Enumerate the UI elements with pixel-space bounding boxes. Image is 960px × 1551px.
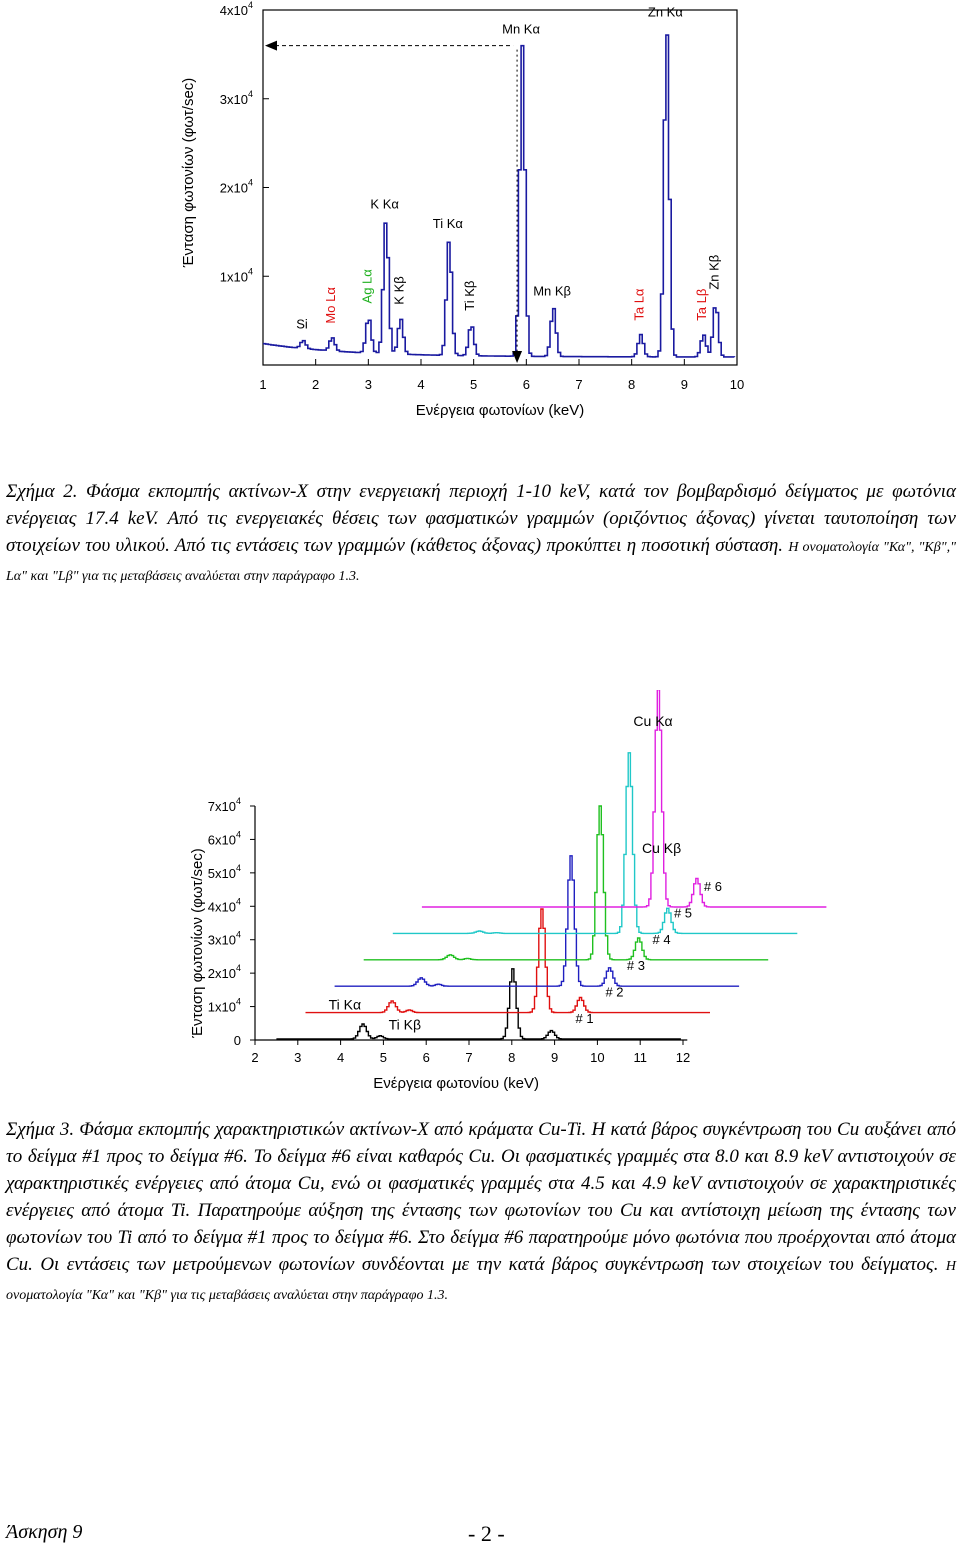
peak-label: K Kα [370, 196, 399, 212]
sample-label: # 1 [575, 1010, 594, 1026]
figure-3 [0, 690, 960, 1100]
peak-label: K Kβ [391, 276, 407, 305]
caption-note: Η ονοματολογία "Κα", "Κβ"," Lα" και "Lβ" για τις μεταβάσεις αναλύεται στην παράγραφο 1.3. [6, 540, 957, 584]
y-tick-label: $3x10^4$ [219, 88, 253, 107]
y-tick-label: $4x10^4$ [219, 0, 253, 18]
y-axis-label: Ένταση φωτονίων (φωτ/sec) [180, 77, 197, 268]
x-tick-label: 2 [312, 377, 320, 392]
sample-label: # 6 [703, 878, 722, 894]
peak-label: Ta Lα [631, 288, 647, 321]
arrow-head-down [512, 351, 522, 363]
x-tick-label: 10 [590, 1050, 605, 1065]
figure-3-caption [6, 1116, 956, 1309]
figure-2-caption [6, 478, 956, 590]
footer-exercise: Άσκηση 9 [6, 1521, 83, 1543]
x-tick-label: 1 [259, 377, 267, 392]
y-tick-label: $3x10^4$ [207, 929, 241, 948]
ti-ka-label: Ti Kα [328, 996, 362, 1013]
y-tick-label: $1x10^4$ [219, 266, 253, 285]
y-tick-label: $4x10^4$ [207, 896, 241, 915]
sample-label: # 2 [605, 984, 624, 1000]
y-tick-label: $6x10^4$ [207, 829, 241, 848]
figure-2 [0, 0, 960, 430]
x-tick-label: 7 [575, 377, 583, 392]
x-tick-label: 9 [550, 1050, 559, 1065]
sample-label: # 5 [673, 905, 693, 921]
x-tick-label: 5 [379, 1050, 388, 1065]
x-tick-label: 6 [522, 377, 530, 392]
x-axis-label: Ενέργεια φωτονίου (keV) [373, 1075, 540, 1092]
x-tick-label: 11 [633, 1050, 647, 1065]
caption-text: Φάσμα εκπομπής χαρακτηριστικών ακτίνων-Χ από κράματα Cu-Ti. Η κατά βάρος συγκέντρωση του Cu αυξάνει από το δείγμα #1 προς το δείγμα #6. Το δείγμα #6 είναι καθαρός Cu. Οι φασματικές γραμμές στα 8.0 και 8.9 keV αντιστοιχούν σε χαρακτηριστικές ενέργειες από άτομα Cu, ενώ οι φασματικές γραμμές στα 4.5 και 4.9 keV αντιστοιχούν σε χαρακτηριστικές ενέργειες από άτομα Ti. Παρατηρούμε αύξηση της έντασης των φωτονίων του Cu και αντίστοιχη μείωση της έντασης των φωτονίων του Ti από το δείγμα #1 προς το δείγμα #6. Στο δείγμα #6 παρατηρούμε μόνο φωτόνια που προέρχονται από άτομα Cu. Οι εντάσεις των μετρούμενων φωτονίων συνδέονται με την κατά βάρος συγκέντρωση των στοιχείων του δείγματος. [6, 1119, 957, 1275]
y-tick-label: 0 [233, 1033, 241, 1048]
peak-label: Mn Kα [502, 21, 540, 37]
y-tick-label: $5x10^4$ [207, 862, 241, 881]
y-axis-label: Ένταση φωτονίων (φωτ/sec) [189, 848, 206, 1038]
y-tick-label: $7x10^4$ [207, 796, 241, 814]
x-tick-label: 9 [680, 377, 688, 392]
spectrum-chart-2 [0, 690, 960, 1100]
peak-label: Ag Lα [359, 269, 375, 304]
x-tick-label: 7 [465, 1050, 473, 1065]
x-tick-label: 2 [251, 1050, 259, 1065]
cu-kb-label: Cu Kβ [642, 839, 682, 856]
y-tick-label: $1x10^4$ [207, 996, 241, 1015]
y-tick-label: $2x10^4$ [207, 963, 241, 982]
arrow-head-left [265, 41, 277, 51]
sample-label: # 3 [626, 958, 645, 974]
peak-label: Zn Kα [647, 4, 683, 20]
peak-label: Mo Lα [322, 287, 338, 324]
peak-label: Si [296, 316, 308, 332]
x-tick-label: 3 [294, 1050, 302, 1065]
x-tick-label: 5 [470, 377, 478, 392]
x-tick-label: 4 [417, 377, 425, 392]
x-tick-label: 4 [336, 1050, 345, 1065]
peak-label: Mn Kβ [533, 283, 572, 299]
ti-kb-label: Ti Kβ [388, 1016, 422, 1033]
y-tick-label: $2x10^4$ [219, 177, 253, 196]
x-tick-label: 12 [675, 1050, 691, 1065]
cu-ka-label: Cu Kα [633, 712, 673, 729]
x-tick-label: 10 [729, 377, 745, 392]
x-tick-label: 6 [422, 1050, 430, 1065]
caption-label: Σχήμα 2. [6, 481, 78, 502]
sample-series [306, 909, 711, 1013]
peak-label: Ta Lβ [694, 288, 710, 321]
caption-label: Σχήμα 3. [6, 1119, 75, 1140]
x-tick-label: 8 [628, 377, 636, 392]
page-number: - 2 - [468, 1521, 505, 1546]
peak-label: Zn Kβ [706, 254, 722, 290]
x-tick-label: 3 [364, 377, 372, 392]
caption-note: Η ονοματολογία "Κα" και "Κβ" για τις μεταβάσεις αναλύεται στην παράγραφο 1.3. [6, 1259, 957, 1303]
sample-label: # 4 [652, 931, 671, 947]
x-axis-label: Ενέργεια φωτονίων (keV) [415, 402, 585, 419]
spectrum-chart-1 [0, 0, 960, 430]
peak-label: Ti Kβ [461, 280, 477, 311]
caption-text: Φάσμα εκπομπής ακτίνων-Χ στην ενεργειακή περιοχή 1-10 keV, κατά τον βομβαρδισμό δείγματος με φωτόνια ενέργειας 17.4 keV. Από τις ενεργειακές θέσεις των φασματικών γραμμών (οριζόντιος άξονας) γίνεται ταυτοποίηση των στοιχείων του υλικού. Από τις εντάσεις των γραμμών (κάθετος άξονας) προκύπτει η ποσοτική σύσταση. [6, 481, 957, 556]
peak-label: Ti Kα [432, 216, 463, 232]
x-tick-label: 8 [508, 1050, 516, 1065]
